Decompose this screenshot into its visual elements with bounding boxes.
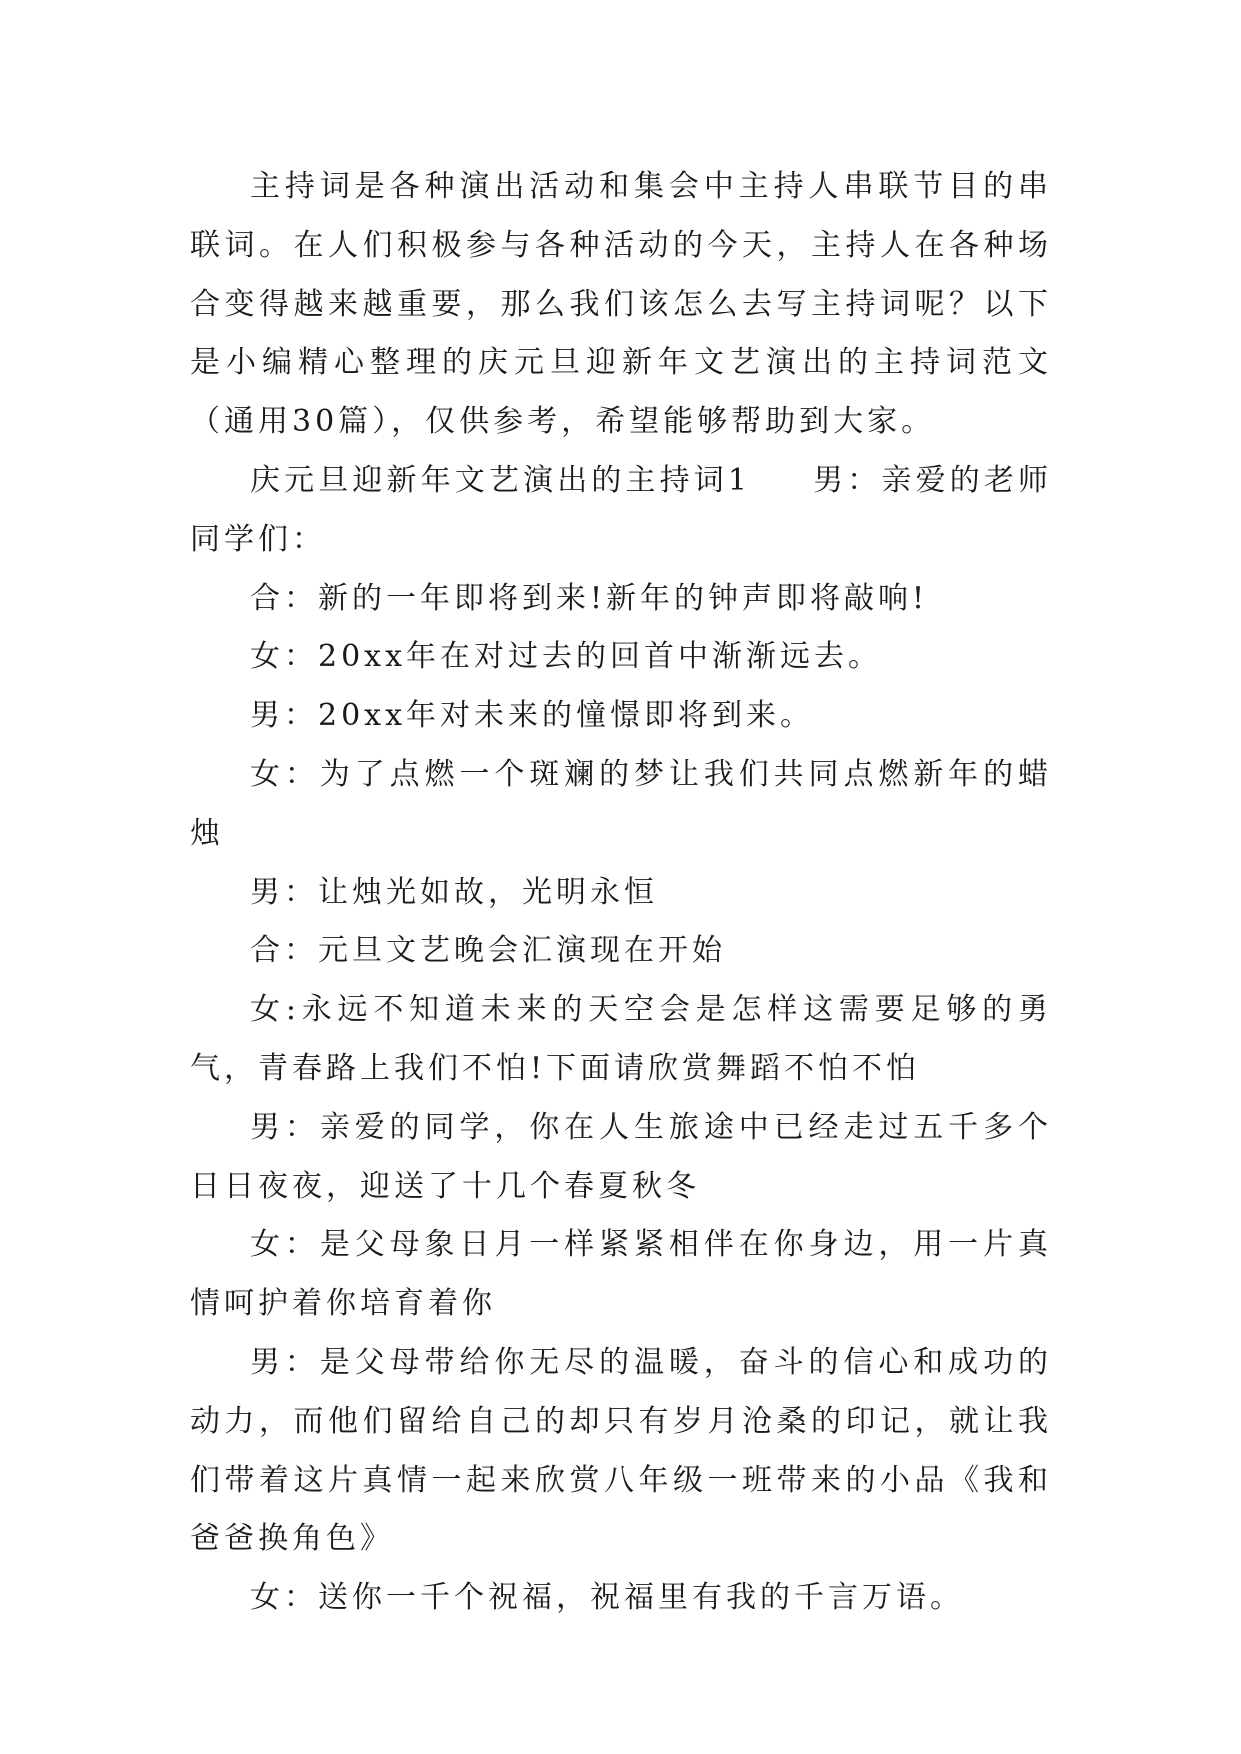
document-page bbox=[190, 158, 1052, 1628]
dialogue-line: 女：为了点燃一个斑斓的梦让我们共同点燃新年的蜡烛 bbox=[190, 756, 1052, 851]
dialogue-line: 男：亲爱的同学，你在人生旅途中已经走过五千多个日日夜夜，迎送了十几个春夏秋冬 bbox=[190, 1109, 1052, 1204]
dialogue-line: 合：新的一年即将到来!新年的钟声即将敲响! bbox=[250, 580, 929, 616]
dialogue-line: 女:永远不知道未来的天空会是怎样这需要足够的勇气，青春路上我们不怕!下面请欣赏舞蹈不怕不怕 bbox=[190, 992, 1052, 1086]
dialogue-line: 女：是父母象日月一样紧紧相伴在你身边，用一片真情呵护着你培育着你 bbox=[190, 1227, 1052, 1322]
section-title: 庆元旦迎新年文艺演出的主持词1 bbox=[250, 462, 752, 498]
dialogue-line: 女：送你一千个祝福，祝福里有我的千言万语。 bbox=[250, 1580, 964, 1616]
section-heading-paragraph bbox=[190, 452, 1052, 570]
dialogue-line: 男：20xx年对未来的憧憬即将到来。 bbox=[250, 698, 815, 734]
dialogue-line: 女：20xx年在对过去的回首中渐渐远去。 bbox=[250, 639, 883, 675]
dialogue-line: 合：元旦文艺晚会汇演现在开始 bbox=[250, 933, 726, 969]
section-first-line: 男：亲爱的老师同学们： bbox=[190, 462, 1052, 557]
dialogue-line: 男：让烛光如故，光明永恒 bbox=[250, 874, 658, 910]
dialogue-line: 男：是父母带给你无尽的温暖，奋斗的信心和成功的动力，而他们留给自己的却只有岁月沧桑的印记，就让我们带着这片真情一起来欣赏八年级一班带来的小品《我和爸爸换角色》 bbox=[190, 1344, 1052, 1557]
intro-paragraph: 主持词是各种演出活动和集会中主持人串联节目的串联词。在人们积极参与各种活动的今天，主持人在各种场合变得越来越重要，那么我们该怎么去写主持词呢？以下是小编精心整理的庆元旦迎新年文艺演出的主持词范文（通用30篇），仅供参考，希望能够帮助到大家。 bbox=[190, 169, 1052, 440]
